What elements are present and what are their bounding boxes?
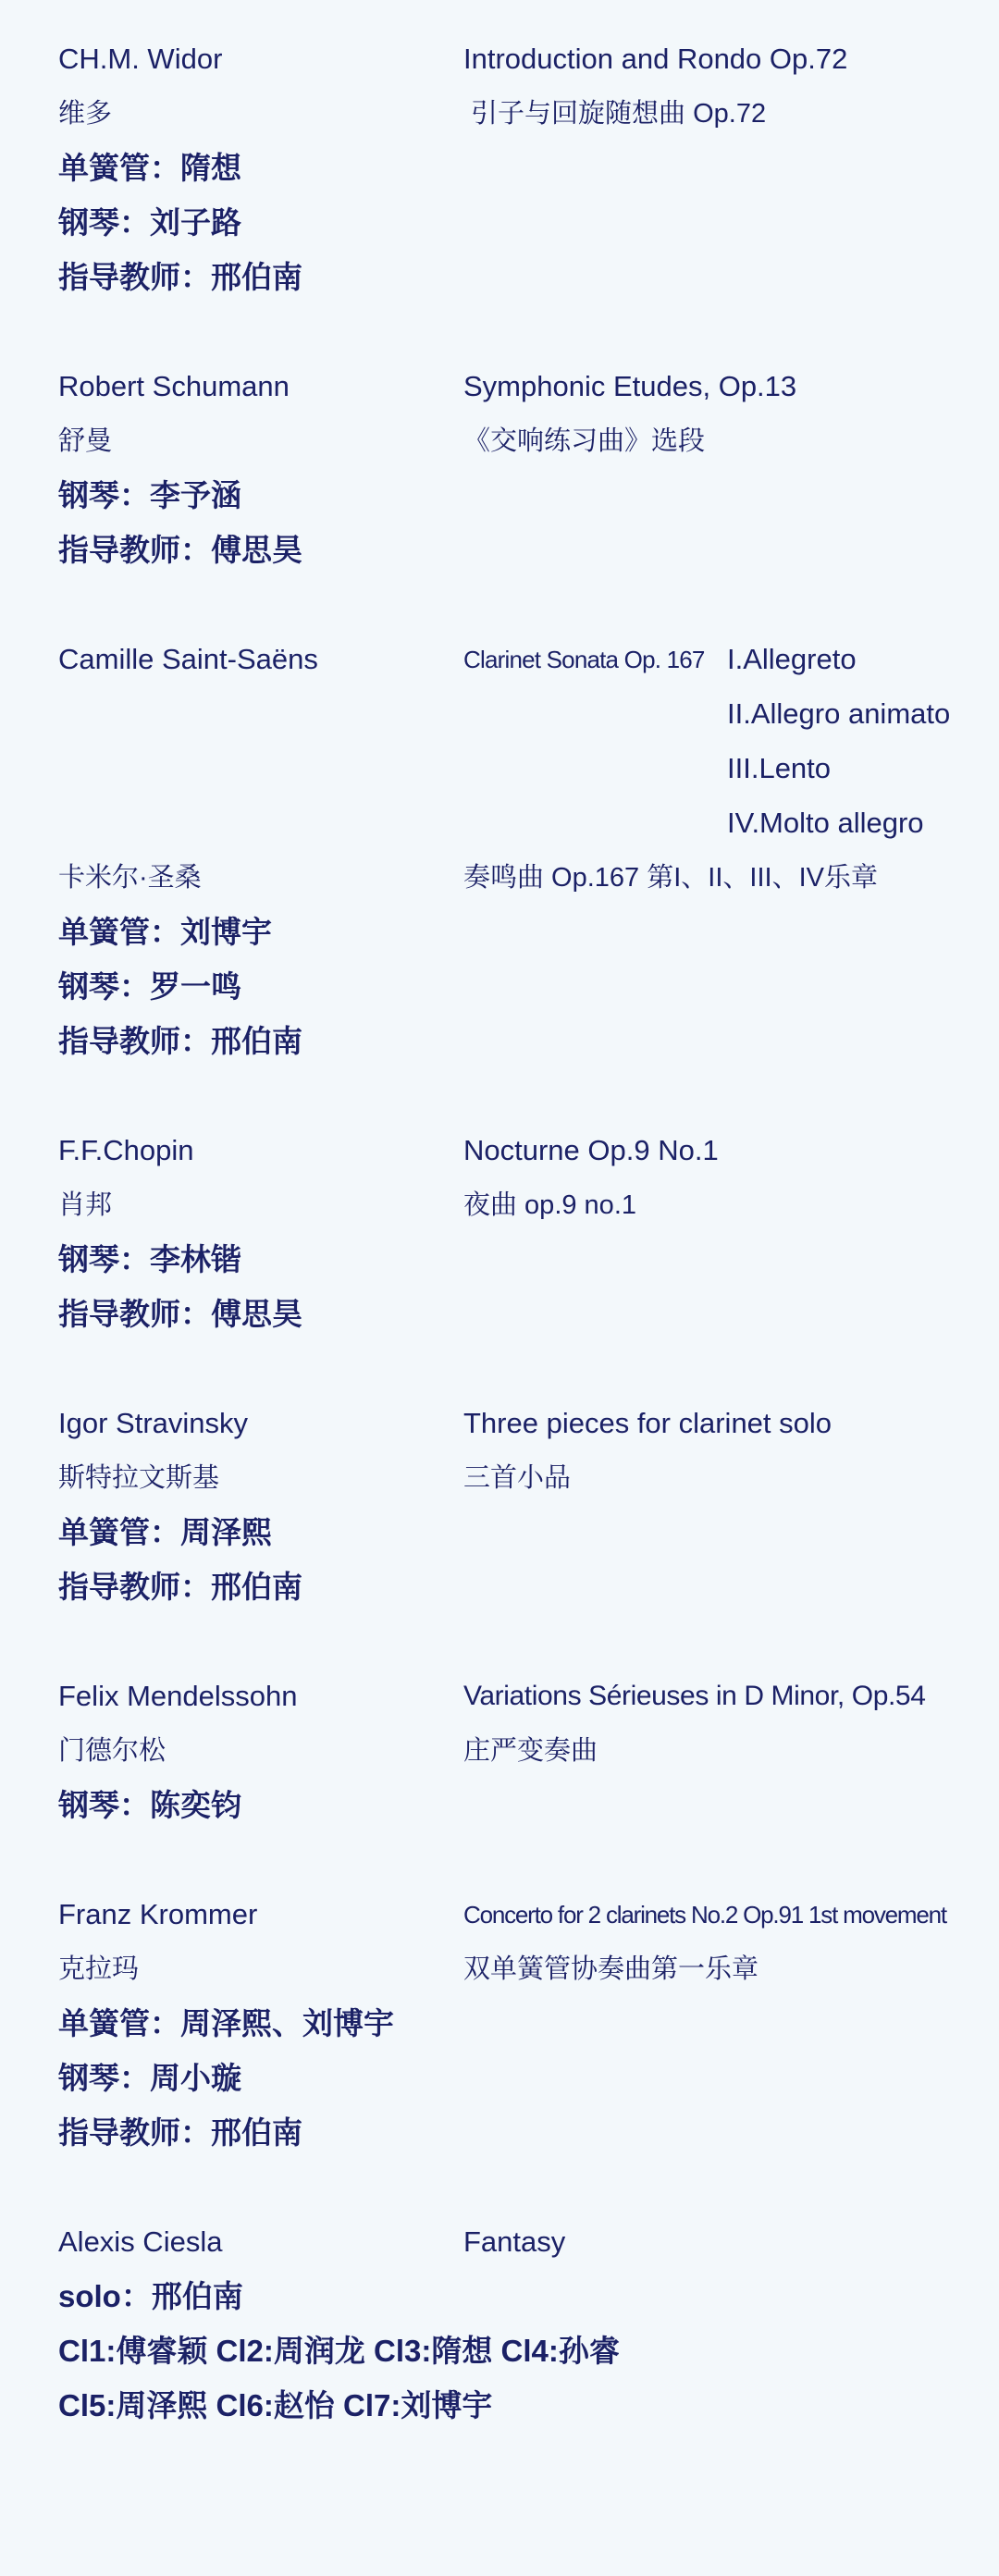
performer-line: solo：邢伯南 — [58, 2279, 243, 2313]
composer-name-chinese: 门德尔松 — [58, 1736, 166, 1766]
program-item-schumann — [0, 367, 999, 585]
composer-name: Robert Schumann — [58, 370, 290, 402]
chinese-row — [0, 858, 999, 913]
composer-name: Franz Krommer — [58, 1898, 258, 1930]
performer-line: 指导教师：邢伯南 — [58, 2115, 302, 2150]
performer-line: 指导教师：邢伯南 — [58, 1024, 302, 1058]
title-row — [0, 1131, 999, 1186]
title-row — [0, 1895, 999, 1950]
chinese-row — [0, 1950, 999, 2004]
chinese-row — [0, 422, 999, 476]
performer-line: 钢琴：罗一鸣 — [58, 969, 241, 1004]
movement-3: III.Lento — [727, 752, 832, 784]
work-title: Introduction and Rondo Op.72 — [463, 43, 848, 75]
work-title-chinese: 《交响练习曲》选段 — [463, 426, 706, 456]
performer-line: 指导教师：傅思昊 — [58, 1297, 302, 1331]
composer-name: CH.M. Widor — [58, 43, 223, 75]
program-item-widor — [0, 40, 999, 313]
work-title: Concerto for 2 clarinets No.2 Op.91 1st movement — [463, 1901, 946, 1929]
work-title-chinese: 夜曲 op.9 no.1 — [463, 1190, 636, 1220]
composer-name-chinese: 舒曼 — [58, 426, 113, 456]
program-item-chopin — [0, 1131, 999, 1350]
performer-line: 单簧管：周泽熙 — [58, 1515, 272, 1549]
composer-name: Alexis Ciesla — [58, 2225, 223, 2258]
movement-4: IV.Molto allegro — [727, 807, 924, 839]
work-title-chinese: 庄严变奏曲 — [463, 1736, 598, 1766]
work-title: Fantasy — [463, 2225, 566, 2258]
chinese-row — [0, 1459, 999, 1513]
composer-name-chinese: 肖邦 — [58, 1190, 113, 1220]
program-item-krommer — [0, 1895, 999, 2168]
work-title-chinese: 奏鸣曲 Op.167 第I、II、III、IV乐章 — [463, 863, 878, 893]
movement-2: II.Allegro animato — [727, 697, 951, 730]
title-row — [0, 1404, 999, 1459]
composer-name-chinese: 克拉玛 — [58, 1954, 140, 1984]
title-row — [0, 640, 999, 695]
title-row — [0, 2223, 999, 2277]
performer-line: 钢琴：李予涵 — [58, 478, 241, 512]
performer-line: 指导教师：傅思昊 — [58, 533, 302, 567]
performer-line: Cl5:周泽熙 Cl6:赵怡 Cl7:刘博宇 — [58, 2388, 493, 2422]
performer-line: 钢琴：周小璇 — [58, 2061, 241, 2095]
performer-line: Cl1:傅睿颖 Cl2:周润龙 Cl3:隋想 Cl4:孙睿 — [58, 2334, 620, 2368]
composer-name: Camille Saint-Saëns — [58, 643, 318, 675]
chinese-row — [0, 94, 999, 149]
performer-line: 单簧管：刘博宇 — [58, 915, 272, 949]
movement-1: I.Allegreto — [727, 643, 857, 675]
performer-line: 钢琴：刘子路 — [58, 205, 241, 240]
composer-name-chinese: 斯特拉文斯基 — [58, 1463, 220, 1493]
title-row — [0, 367, 999, 422]
work-title-chinese: 双单簧管协奏曲第一乐章 — [463, 1954, 759, 1984]
composer-name: Felix Mendelssohn — [58, 1680, 298, 1712]
program-item-ciesla — [0, 2223, 999, 2441]
work-title-chinese: 三首小品 — [463, 1463, 572, 1493]
composer-name-chinese: 维多 — [58, 99, 113, 129]
program-item-stravinsky — [0, 1404, 999, 1622]
performer-line: 钢琴：陈奕钧 — [58, 1788, 241, 1822]
program-item-saint-saens — [0, 640, 999, 1077]
work-title-chinese: 引子与回旋随想曲 Op.72 — [463, 99, 767, 129]
movement-row — [0, 749, 999, 804]
work-title: Clarinet Sonata Op. 167 — [463, 646, 705, 673]
performer-line: 钢琴：李林锴 — [58, 1242, 241, 1276]
work-title: Three pieces for clarinet solo — [463, 1407, 832, 1439]
work-title: Nocturne Op.9 No.1 — [463, 1134, 719, 1166]
composer-name: Igor Stravinsky — [58, 1407, 249, 1439]
performer-line: 单簧管：隋想 — [58, 151, 241, 185]
program-item-mendelssohn — [0, 1677, 999, 1841]
performer-line: 单簧管：周泽熙、刘博宇 — [58, 2006, 394, 2040]
composer-name: F.F.Chopin — [58, 1134, 194, 1166]
movement-row — [0, 695, 999, 749]
work-title: Variations Sérieuses in D Minor, Op.54 — [463, 1681, 926, 1711]
title-row — [0, 40, 999, 94]
performer-line: 指导教师：邢伯南 — [58, 1570, 302, 1604]
work-title: Symphonic Etudes, Op.13 — [463, 370, 797, 402]
chinese-row — [0, 1732, 999, 1786]
title-row — [0, 1677, 999, 1732]
chinese-row — [0, 1186, 999, 1240]
movement-row — [0, 804, 999, 858]
performer-line: 指导教师：邢伯南 — [58, 260, 302, 294]
composer-name-chinese: 卡米尔·圣桑 — [58, 863, 202, 893]
